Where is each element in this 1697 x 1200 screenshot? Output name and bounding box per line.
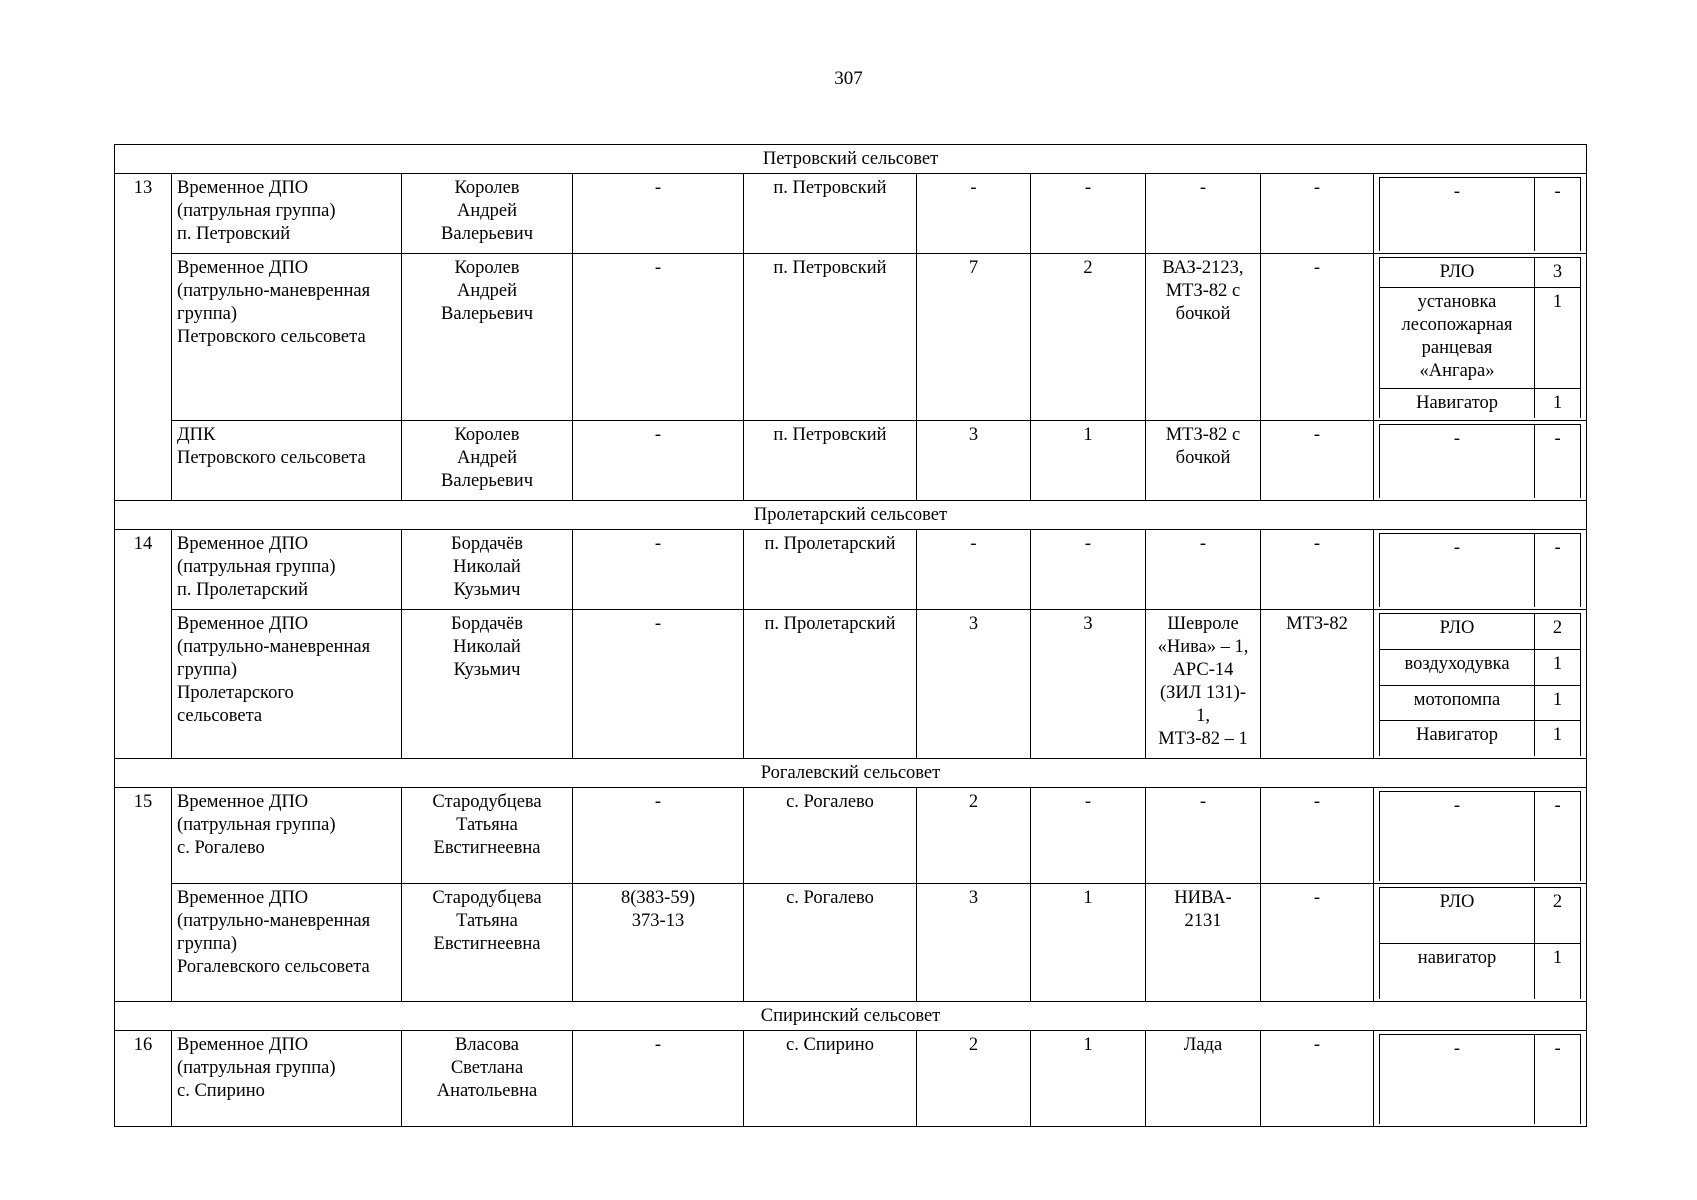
head-name: Королев Андрей Валерьевич bbox=[402, 421, 573, 501]
head-name: Бордачёв Николай Кузьмич bbox=[402, 530, 573, 610]
section-title: Рогалевский сельсовет bbox=[115, 759, 1587, 788]
vehicle-count: 1 bbox=[1031, 884, 1146, 1002]
location: п. Петровский bbox=[744, 421, 917, 501]
table-row bbox=[115, 1031, 1587, 1127]
special-vehicles: МТЗ-82 bbox=[1261, 610, 1374, 759]
section-title: Петровский сельсовет bbox=[115, 145, 1587, 174]
equipment-item bbox=[1380, 614, 1581, 650]
equipment-list bbox=[1379, 613, 1581, 756]
equipment-qty: - bbox=[1535, 534, 1581, 608]
equipment-name: воздуходувка bbox=[1380, 649, 1535, 685]
equipment-cell bbox=[1374, 530, 1587, 610]
location: с. Спирино bbox=[744, 1031, 917, 1127]
phone: - bbox=[573, 174, 744, 254]
equipment-qty: - bbox=[1535, 1035, 1581, 1125]
unit-name: Временное ДПО (патрульная группа) с. Рогалево bbox=[172, 788, 402, 884]
equipment-name: Навигатор bbox=[1380, 721, 1535, 756]
personnel-count: 2 bbox=[917, 788, 1031, 884]
equipment-item bbox=[1380, 792, 1581, 882]
location: п. Петровский bbox=[744, 254, 917, 421]
phone: - bbox=[573, 788, 744, 884]
special-vehicles: - bbox=[1261, 788, 1374, 884]
equipment-list bbox=[1379, 887, 1581, 999]
special-vehicles: - bbox=[1261, 174, 1374, 254]
equipment-qty: - bbox=[1535, 425, 1581, 499]
equipment-item bbox=[1380, 888, 1581, 944]
special-vehicles: - bbox=[1261, 884, 1374, 1002]
equipment-cell bbox=[1374, 1031, 1587, 1127]
head-name: Королев Андрей Валерьевич bbox=[402, 174, 573, 254]
unit-name: Временное ДПО (патрульно-маневренная группа) Петровского сельсовета bbox=[172, 254, 402, 421]
equipment-qty: 1 bbox=[1535, 721, 1581, 756]
vehicles: Шевроле «Нива» – 1, АРС-14 (ЗИЛ 131)- 1, МТЗ-82 – 1 bbox=[1146, 610, 1261, 759]
page-number: 307 bbox=[834, 68, 863, 89]
row-number: 14 bbox=[115, 530, 172, 759]
phone: 8(383-59) 373-13 bbox=[573, 884, 744, 1002]
table-row bbox=[115, 788, 1587, 884]
equipment-item bbox=[1380, 944, 1581, 999]
table-row bbox=[115, 530, 1587, 610]
fire-units-table bbox=[114, 144, 1587, 1127]
special-vehicles: - bbox=[1261, 530, 1374, 610]
vehicle-count: - bbox=[1031, 530, 1146, 610]
equipment-qty: 3 bbox=[1535, 258, 1581, 288]
personnel-count: 3 bbox=[917, 884, 1031, 1002]
vehicles: - bbox=[1146, 174, 1261, 254]
equipment-qty: 2 bbox=[1535, 614, 1581, 650]
row-number: 13 bbox=[115, 174, 172, 501]
equipment-qty: 1 bbox=[1535, 287, 1581, 388]
table-row bbox=[115, 884, 1587, 1002]
equipment-name: РЛО bbox=[1380, 614, 1535, 650]
table-row bbox=[115, 254, 1587, 421]
equipment-name: - bbox=[1380, 792, 1535, 882]
phone: - bbox=[573, 1031, 744, 1127]
location: с. Рогалево bbox=[744, 788, 917, 884]
equipment-item bbox=[1380, 258, 1581, 288]
vehicle-count: 2 bbox=[1031, 254, 1146, 421]
equipment-qty: - bbox=[1535, 792, 1581, 882]
equipment-cell bbox=[1374, 421, 1587, 501]
equipment-cell bbox=[1374, 610, 1587, 759]
table-row bbox=[115, 610, 1587, 759]
equipment-list bbox=[1379, 177, 1581, 251]
equipment-cell bbox=[1374, 254, 1587, 421]
head-name: Стародубцева Татьяна Евстигнеевна bbox=[402, 884, 573, 1002]
equipment-list bbox=[1379, 791, 1581, 881]
section-title: Спиринский сельсовет bbox=[115, 1002, 1587, 1031]
equipment-item bbox=[1380, 287, 1581, 388]
equipment-list bbox=[1379, 257, 1581, 418]
equipment-item bbox=[1380, 534, 1581, 608]
unit-name: ДПК Петровского сельсовета bbox=[172, 421, 402, 501]
personnel-count: 3 bbox=[917, 610, 1031, 759]
equipment-list bbox=[1379, 424, 1581, 498]
equipment-name: навигатор bbox=[1380, 944, 1535, 999]
head-name: Бордачёв Николай Кузьмич bbox=[402, 610, 573, 759]
equipment-item bbox=[1380, 425, 1581, 499]
equipment-item bbox=[1380, 721, 1581, 756]
location: п. Пролетарский bbox=[744, 610, 917, 759]
special-vehicles: - bbox=[1261, 254, 1374, 421]
phone: - bbox=[573, 530, 744, 610]
equipment-qty: - bbox=[1535, 178, 1581, 252]
vehicle-count: 1 bbox=[1031, 1031, 1146, 1127]
equipment-name: - bbox=[1380, 178, 1535, 252]
head-name: Стародубцева Татьяна Евстигнеевна bbox=[402, 788, 573, 884]
table-row bbox=[115, 421, 1587, 501]
equipment-item bbox=[1380, 389, 1581, 418]
row-number: 15 bbox=[115, 788, 172, 1002]
vehicle-count: 1 bbox=[1031, 421, 1146, 501]
equipment-list bbox=[1379, 1034, 1581, 1124]
equipment-name: мотопомпа bbox=[1380, 685, 1535, 721]
equipment-item bbox=[1380, 649, 1581, 685]
section-header-row bbox=[115, 145, 1587, 174]
vehicle-count: 3 bbox=[1031, 610, 1146, 759]
equipment-name: РЛО bbox=[1380, 258, 1535, 288]
unit-name: Временное ДПО (патрульно-маневренная группа) Рогалевского сельсовета bbox=[172, 884, 402, 1002]
special-vehicles: - bbox=[1261, 1031, 1374, 1127]
location: п. Пролетарский bbox=[744, 530, 917, 610]
unit-name: Временное ДПО (патрульная группа) п. Пролетарский bbox=[172, 530, 402, 610]
personnel-count: - bbox=[917, 530, 1031, 610]
section-title: Пролетарский сельсовет bbox=[115, 501, 1587, 530]
vehicles: - bbox=[1146, 788, 1261, 884]
location: п. Петровский bbox=[744, 174, 917, 254]
unit-name: Временное ДПО (патрульно-маневренная группа) Пролетарского сельсовета bbox=[172, 610, 402, 759]
equipment-item bbox=[1380, 685, 1581, 721]
vehicles: НИВА- 2131 bbox=[1146, 884, 1261, 1002]
equipment-qty: 1 bbox=[1535, 649, 1581, 685]
vehicle-count: - bbox=[1031, 174, 1146, 254]
location: с. Рогалево bbox=[744, 884, 917, 1002]
equipment-name: - bbox=[1380, 1035, 1535, 1125]
equipment-name: установка лесопожарная ранцевая «Ангара» bbox=[1380, 287, 1535, 388]
section-header-row bbox=[115, 759, 1587, 788]
equipment-qty: 1 bbox=[1535, 685, 1581, 721]
personnel-count: 7 bbox=[917, 254, 1031, 421]
vehicles: Лада bbox=[1146, 1031, 1261, 1127]
unit-name: Временное ДПО (патрульная группа) п. Петровский bbox=[172, 174, 402, 254]
equipment-list bbox=[1379, 533, 1581, 607]
vehicles: ВАЗ-2123, МТЗ-82 с бочкой bbox=[1146, 254, 1261, 421]
equipment-cell bbox=[1374, 788, 1587, 884]
equipment-qty: 1 bbox=[1535, 389, 1581, 418]
equipment-name: Навигатор bbox=[1380, 389, 1535, 418]
personnel-count: 3 bbox=[917, 421, 1031, 501]
head-name: Власова Светлана Анатольевна bbox=[402, 1031, 573, 1127]
phone: - bbox=[573, 254, 744, 421]
personnel-count: 2 bbox=[917, 1031, 1031, 1127]
phone: - bbox=[573, 610, 744, 759]
vehicles: МТЗ-82 с бочкой bbox=[1146, 421, 1261, 501]
phone: - bbox=[573, 421, 744, 501]
vehicles: - bbox=[1146, 530, 1261, 610]
equipment-cell bbox=[1374, 174, 1587, 254]
head-name: Королев Андрей Валерьевич bbox=[402, 254, 573, 421]
unit-name: Временное ДПО (патрульная группа) с. Спирино bbox=[172, 1031, 402, 1127]
section-header-row bbox=[115, 501, 1587, 530]
equipment-item bbox=[1380, 178, 1581, 252]
equipment-name: - bbox=[1380, 425, 1535, 499]
table-row bbox=[115, 174, 1587, 254]
section-header-row bbox=[115, 1002, 1587, 1031]
row-number: 16 bbox=[115, 1031, 172, 1127]
equipment-qty: 1 bbox=[1535, 944, 1581, 999]
special-vehicles: - bbox=[1261, 421, 1374, 501]
equipment-name: - bbox=[1380, 534, 1535, 608]
equipment-qty: 2 bbox=[1535, 888, 1581, 944]
personnel-count: - bbox=[917, 174, 1031, 254]
equipment-name: РЛО bbox=[1380, 888, 1535, 944]
equipment-cell bbox=[1374, 884, 1587, 1002]
vehicle-count: - bbox=[1031, 788, 1146, 884]
equipment-item bbox=[1380, 1035, 1581, 1125]
